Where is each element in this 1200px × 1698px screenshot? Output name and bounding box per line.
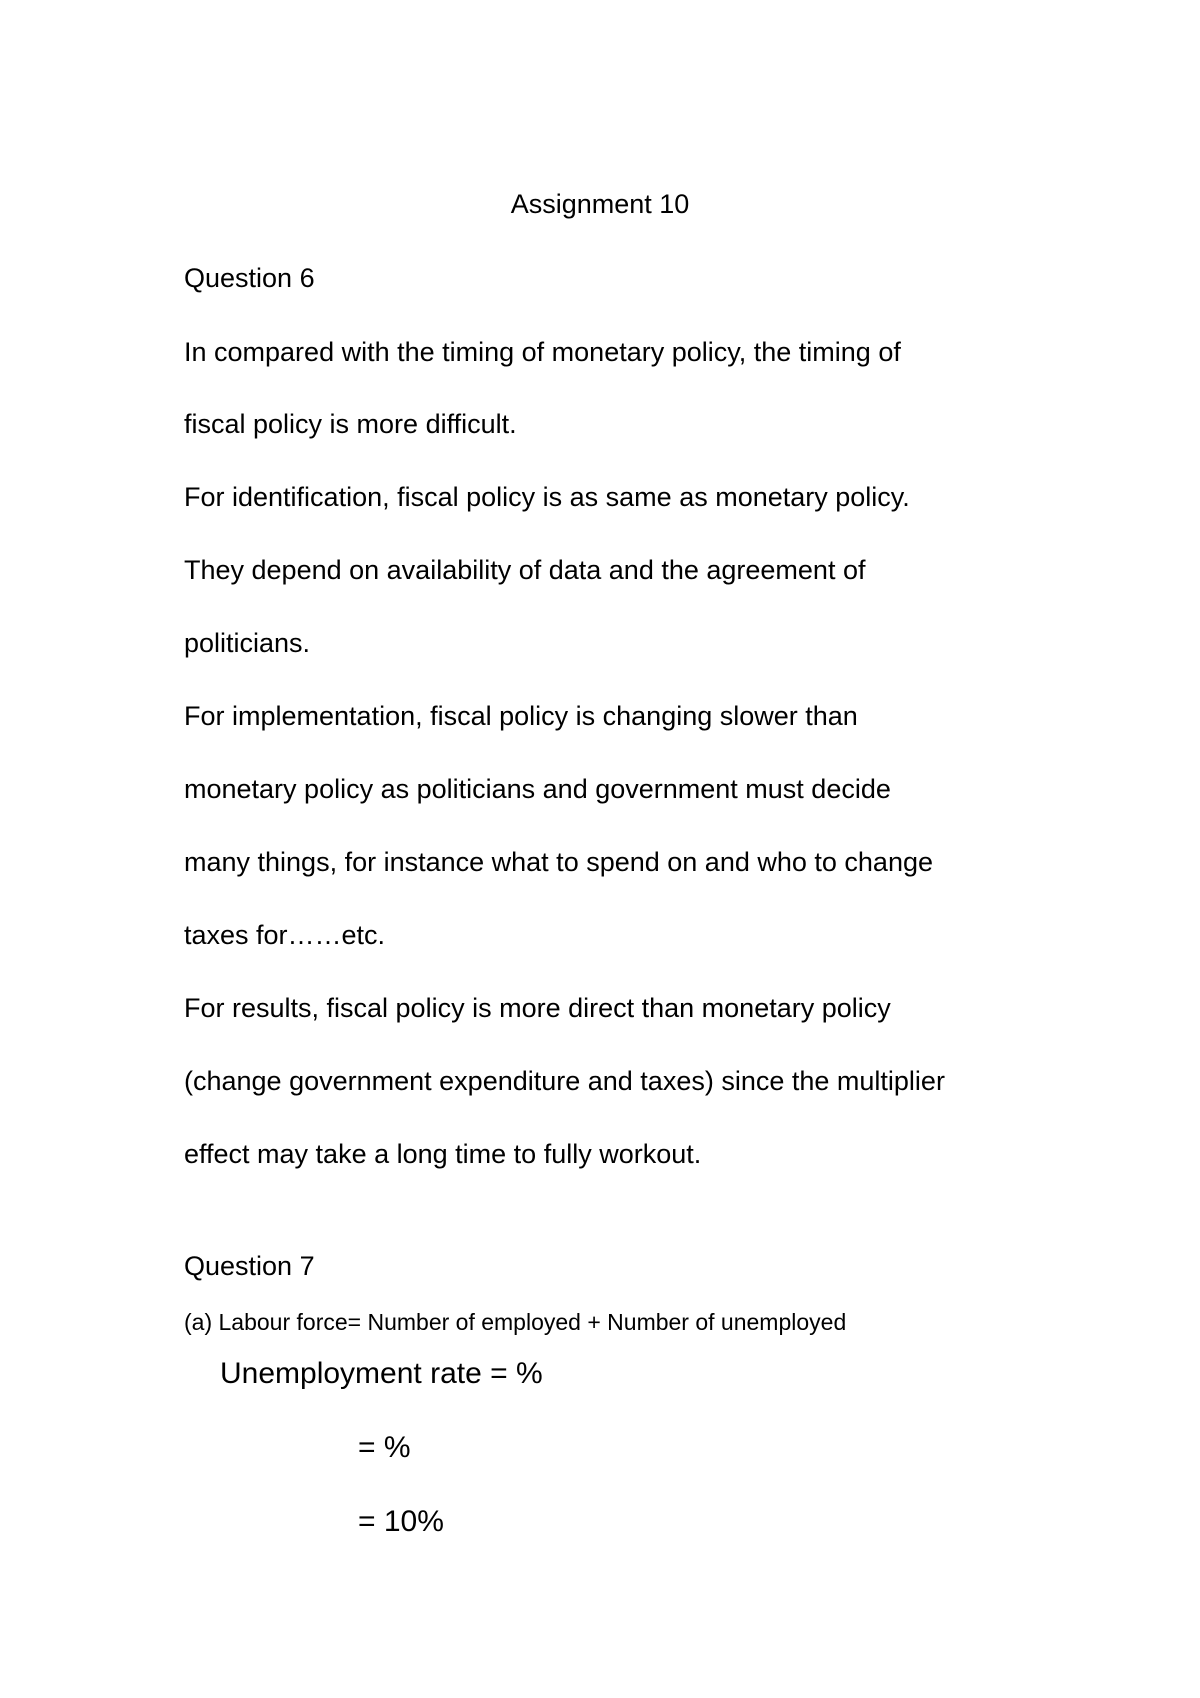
question-6-line: For identification, fiscal policy is as same as monetary policy. [184,482,910,512]
question-7-part-a: (a) Labour force= Number of employed + Number of unemployed [184,1309,847,1335]
question-6-heading: Question 6 [184,263,315,293]
formula-result: = 10% [358,1505,444,1538]
question-6-line: fiscal policy is more difficult. [184,409,517,439]
question-6-line: effect may take a long time to fully workout. [184,1139,702,1169]
question-7-heading: Question 7 [184,1251,315,1281]
question-6-line: For results, fiscal policy is more direct than monetary policy [184,993,891,1023]
question-6-line: politicians. [184,628,311,658]
question-6-line: (change government expenditure and taxes) since the multiplier [184,1066,945,1096]
question-6-line: They depend on availability of data and the agreement of [184,555,866,585]
question-6-line: For implementation, fiscal policy is changing slower than [184,701,858,731]
question-6-line: taxes for……etc. [184,920,386,950]
document-title: Assignment 10 [510,189,690,219]
formula-step: = % [358,1431,411,1464]
question-6-line: many things, for instance what to spend on and who to change [184,847,933,877]
question-6-line: In compared with the timing of monetary policy, the timing of [184,337,901,367]
unemployment-rate-formula: Unemployment rate = % [220,1357,543,1390]
question-6-line: monetary policy as politicians and government must decide [184,774,891,804]
